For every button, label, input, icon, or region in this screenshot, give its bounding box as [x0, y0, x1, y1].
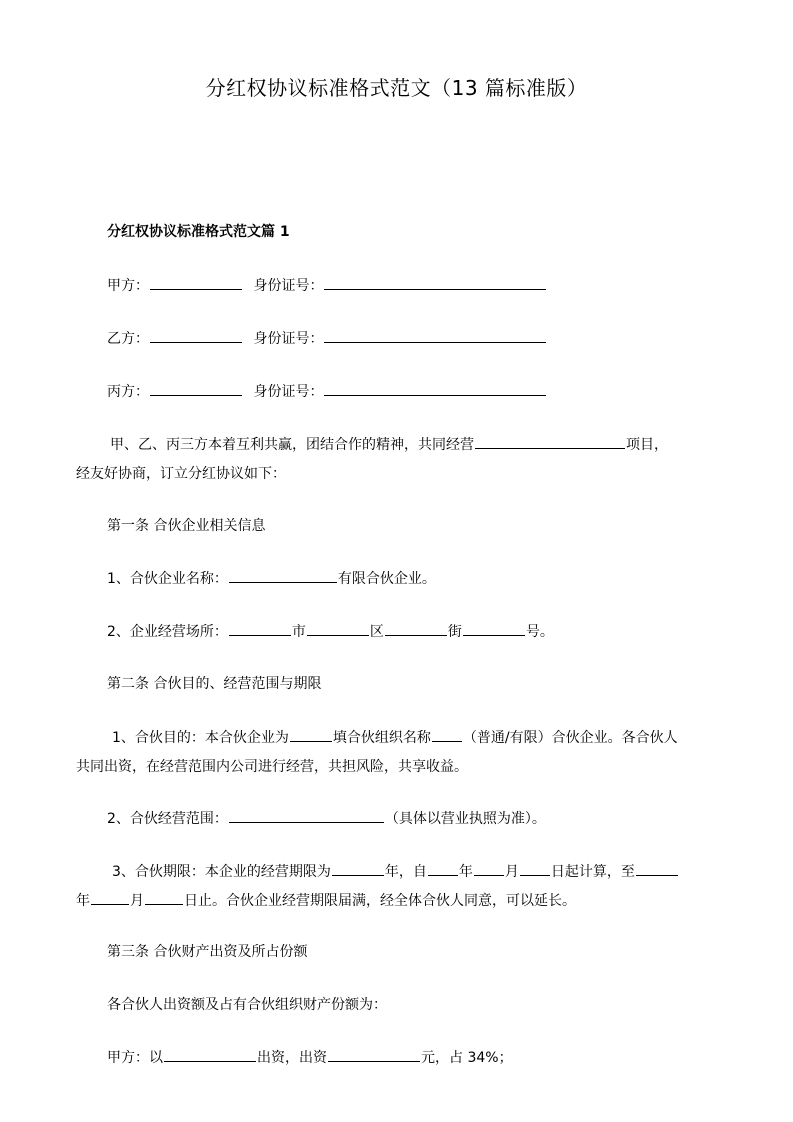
- item-2-1-end: （普通/有限）合伙企业。各合伙人: [462, 730, 678, 746]
- party-b-line: [107, 328, 547, 349]
- item-1-2: [107, 621, 554, 642]
- to-date-text: 日止。合伙企业经营期限届满，经全体合伙人同意，可以延长。: [184, 893, 576, 909]
- section-heading: 分红权协议标准格式范文篇 1: [107, 224, 290, 240]
- item-2-2-suffix: （具体以营业执照为准）。: [384, 811, 546, 827]
- start-year-blank: [428, 861, 458, 876]
- item-2-2: [107, 808, 546, 829]
- end-month-label: 月: [130, 893, 144, 909]
- party-c-line: [107, 381, 547, 402]
- item-2-1-mid: 填合伙组织名称: [332, 730, 431, 746]
- term-years-blank: [332, 861, 384, 876]
- start-month-label: 月: [504, 864, 519, 880]
- party-c-id-label: 身份证号：: [253, 384, 324, 400]
- party-c-name-blank: [150, 381, 242, 396]
- item-1-1: [107, 568, 436, 589]
- capital-a-label: 甲方：以: [107, 1050, 163, 1066]
- item-2-1-line-2: 共同出资，在经营范围内公司进行经营，共担风险，共享收益。: [76, 759, 468, 775]
- city-blank: [229, 621, 291, 636]
- party-b-name-blank: [150, 328, 242, 343]
- intro-line-2: 经友好协商，订立分红协议如下：: [76, 466, 286, 482]
- from-date-label: 日起计算，至: [550, 864, 635, 880]
- capital-a-share: 元，占 34%；: [421, 1050, 513, 1066]
- article-1-heading: 第一条 合伙企业相关信息: [107, 518, 266, 534]
- number-label: 号。: [525, 624, 554, 640]
- capital-a-mid: 出资，出资: [257, 1050, 327, 1066]
- party-a-line: [107, 275, 547, 296]
- party-a-label: 甲方：: [107, 278, 149, 294]
- intro-text-end: 项目，: [626, 437, 668, 453]
- partnership-name-blank: [290, 727, 332, 742]
- item-1-1-label: 1、合伙企业名称：: [107, 571, 228, 587]
- number-blank: [463, 621, 525, 636]
- enterprise-name-blank: [229, 568, 337, 583]
- party-b-id-blank: [324, 328, 546, 343]
- item-1-2-label: 2、企业经营场所：: [107, 624, 228, 640]
- end-year-blank: [636, 861, 678, 876]
- document-title: 分红权协议标准格式范文（13 篇标准版）: [205, 76, 588, 100]
- district-label: 区: [369, 624, 384, 640]
- end-year-label: 年: [76, 893, 90, 909]
- item-1-1-suffix: 有限合伙企业。: [337, 571, 436, 587]
- party-a-id-blank: [324, 275, 546, 290]
- item-2-3-line-2: [76, 890, 576, 911]
- party-c-label: 丙方：: [107, 384, 149, 400]
- capital-intro: 各合伙人出资额及占有合伙组织财产份额为：: [107, 997, 387, 1013]
- item-2-3-label: 3、合伙期限：本企业的经营期限为: [112, 864, 331, 880]
- district-blank: [307, 621, 369, 636]
- party-b-id-label: 身份证号：: [253, 331, 324, 347]
- city-label: 市: [291, 624, 306, 640]
- item-2-2-label: 2、合伙经营范围：: [107, 811, 228, 827]
- scope-blank: [229, 808, 384, 823]
- start-day-blank: [520, 861, 550, 876]
- partnership-type-blank: [432, 727, 462, 742]
- intro-text-start: 甲、乙、丙三方本着互利共赢，团结合作的精神，共同经营: [110, 437, 474, 453]
- start-year-label: 年: [458, 864, 473, 880]
- street-label: 街: [447, 624, 462, 640]
- start-month-blank: [474, 861, 504, 876]
- project-blank: [475, 434, 625, 449]
- end-day-blank: [145, 890, 183, 905]
- item-2-1-line-1: [112, 727, 678, 748]
- capital-amount-blank: [328, 1047, 420, 1062]
- article-2-heading: 第二条 合伙目的、经营范围与期限: [107, 676, 322, 692]
- street-blank: [385, 621, 447, 636]
- intro-line-1: [110, 434, 668, 455]
- capital-party-a: [107, 1047, 513, 1068]
- party-b-label: 乙方：: [107, 331, 149, 347]
- term-year-label: 年，自: [384, 864, 427, 880]
- item-2-3-line-1: [112, 861, 679, 882]
- article-3-heading: 第三条 合伙财产出资及所占份额: [107, 944, 308, 960]
- capital-form-blank: [164, 1047, 256, 1062]
- end-month-blank: [91, 890, 129, 905]
- party-a-name-blank: [150, 275, 242, 290]
- party-a-id-label: 身份证号：: [253, 278, 324, 294]
- item-2-1-label: 1、合伙目的：本合伙企业为: [112, 730, 289, 746]
- party-c-id-blank: [324, 381, 546, 396]
